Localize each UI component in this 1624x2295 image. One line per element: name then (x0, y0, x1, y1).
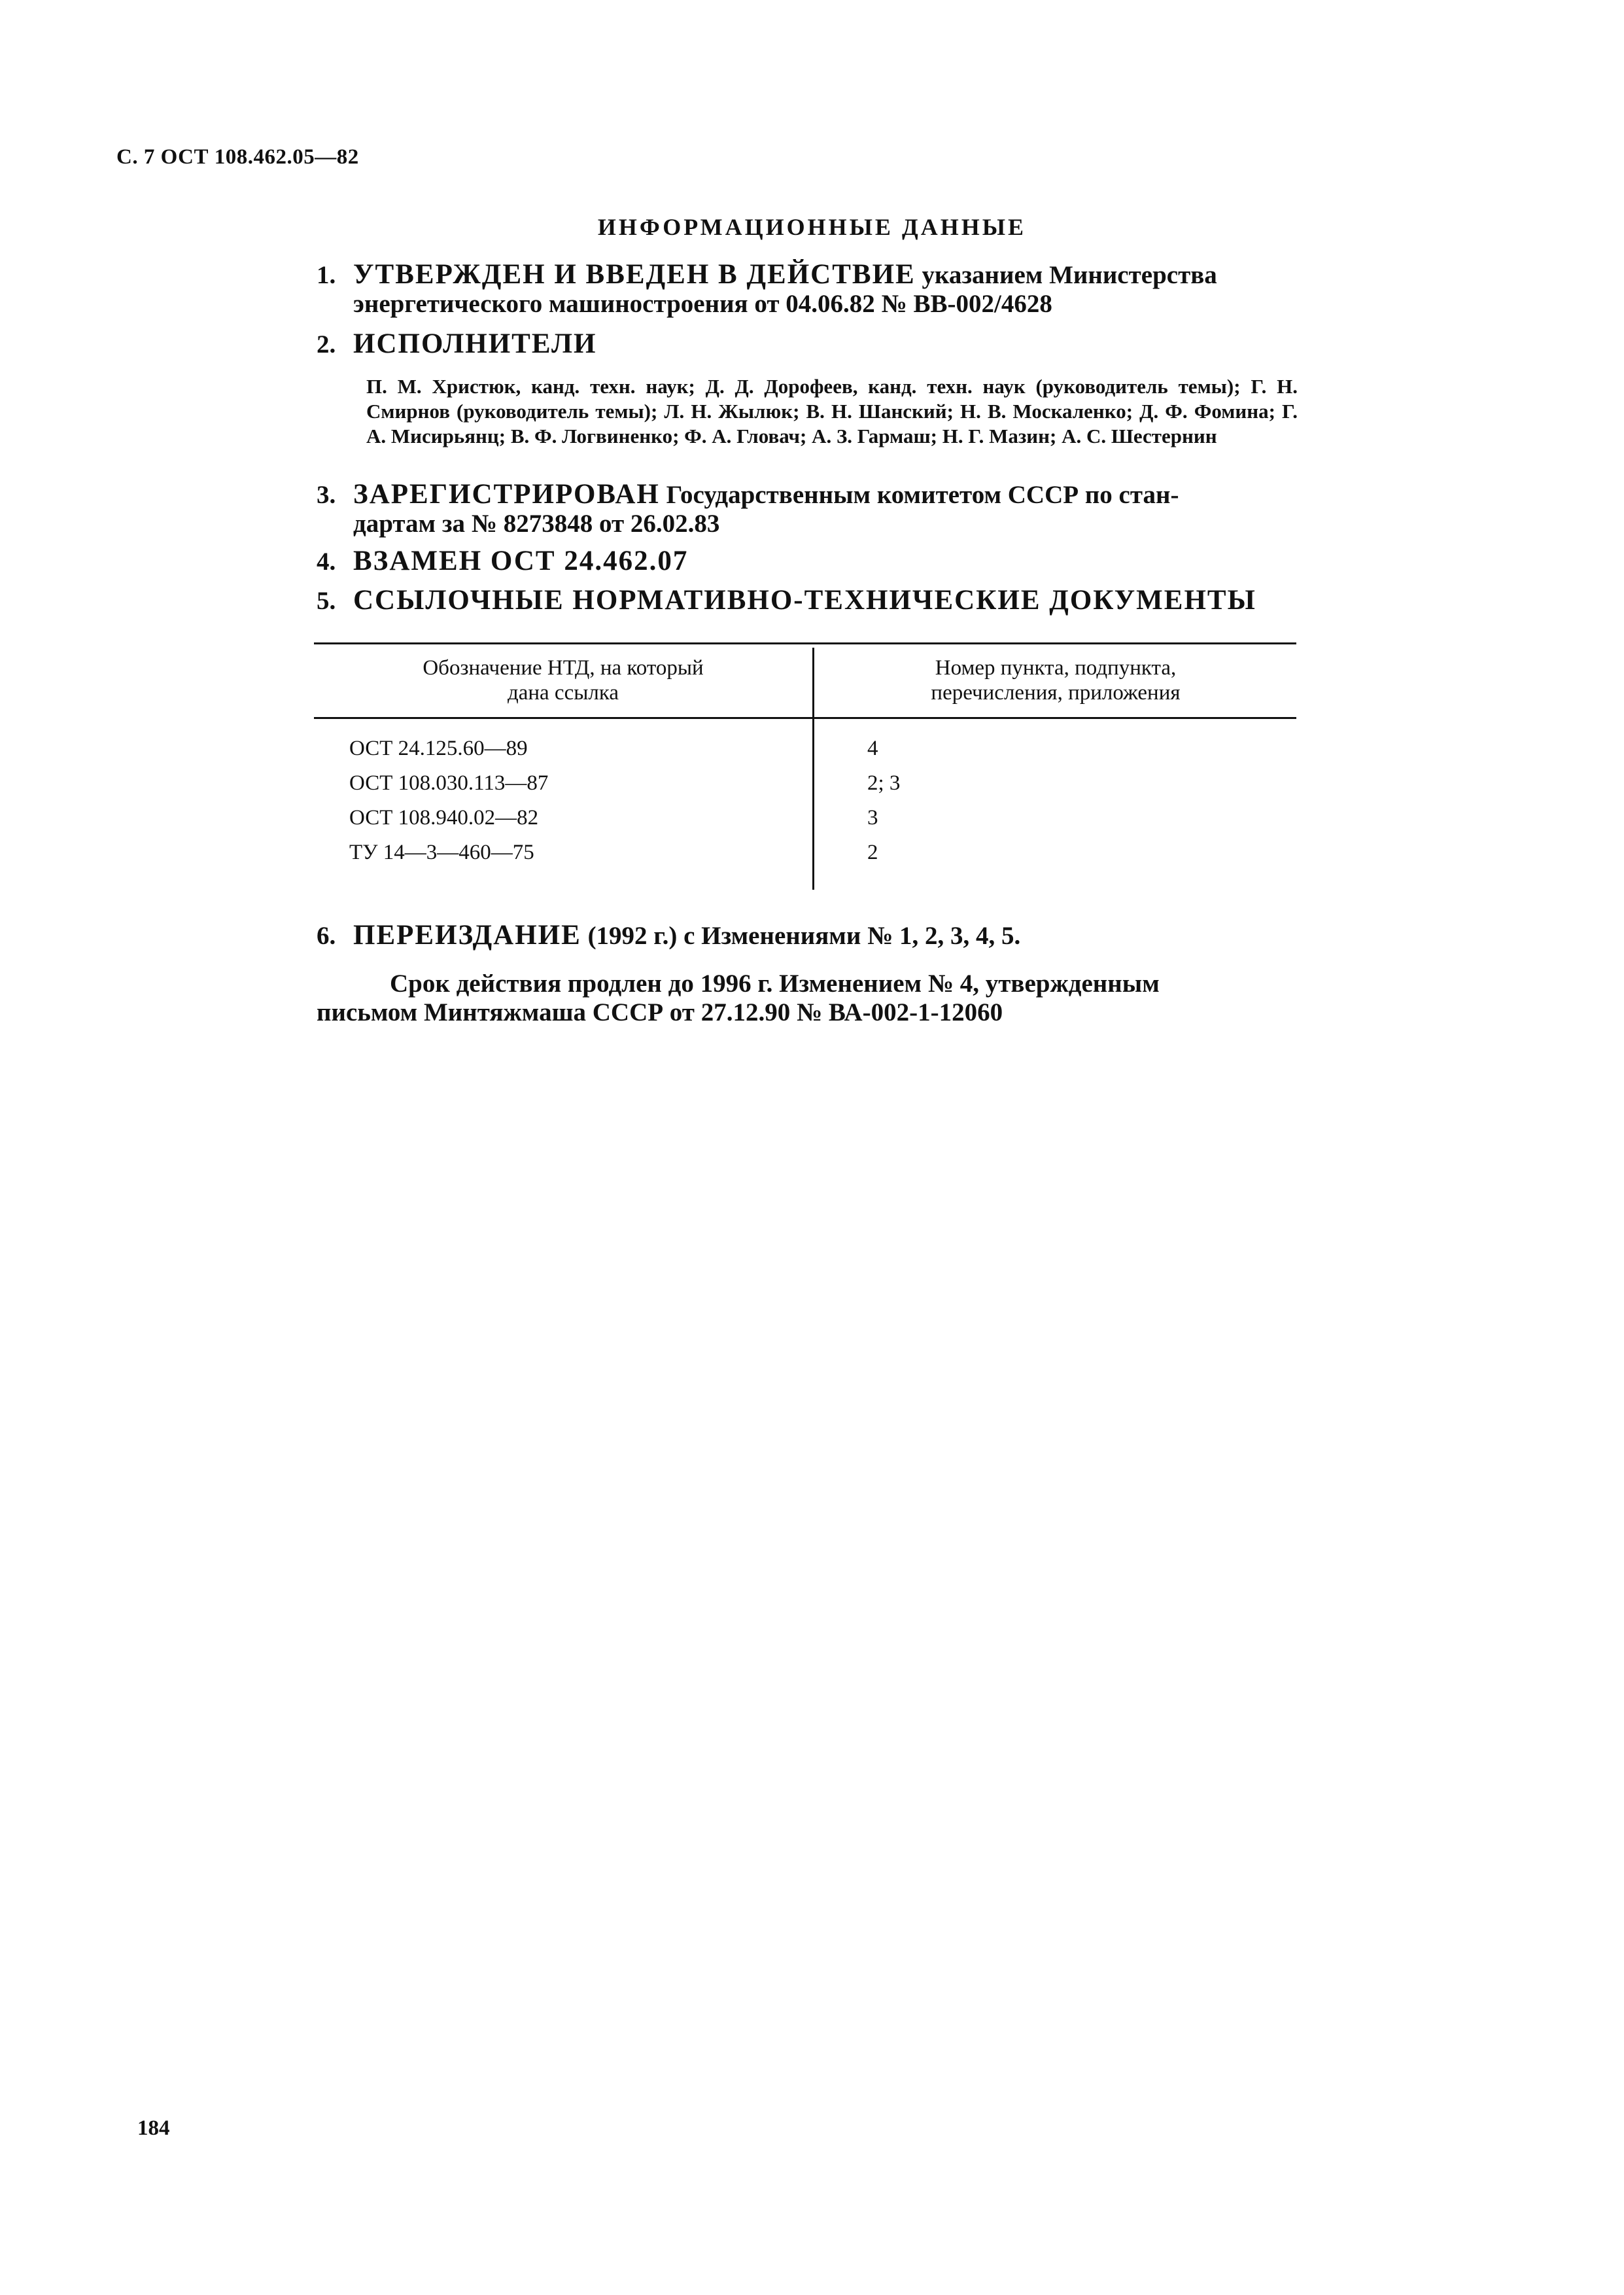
item-text-continued: энергетического машиностроения от 04.06.82 № ВВ-002/4628 (353, 290, 1052, 318)
performers-list: П. М. Христюк, канд. техн. наук; Д. Д. Дорофеев, канд. техн. наук (руководитель темы); Г. Н. Смирнов (руководитель темы); Л. Н. Жылюк; В. Н. Шанский; Н. В. Москаленко; Д. Ф. Фомина; Г. А. Мисирьянц; В. Ф. Логвиненко; Ф. А. Гловач; А. З. Гармаш; Н. Г. Мазин; А. С. Шестернин (366, 375, 1298, 447)
item-number: 2. (317, 330, 336, 359)
item-replaces (317, 547, 1298, 576)
table-row: ОСТ 24.125.60—89 (349, 737, 528, 760)
table-column-divider (812, 648, 814, 890)
item-performers (317, 330, 1298, 359)
table-header-line: дана ссылка (507, 681, 619, 705)
table-row: 2 (867, 841, 878, 864)
item-approved (317, 260, 1298, 319)
item-number: 5. (317, 587, 336, 615)
item-lead: ЗАРЕГИСТРИРОВАН (353, 479, 660, 510)
item-lead: ССЫЛОЧНЫЕ НОРМАТИВНО-ТЕХНИЧЕСКИЕ ДОКУМЕНТЫ (353, 585, 1256, 616)
item-text: (1992 г.) с Изменениями № 1, 2, 3, 4, 5. (581, 922, 1021, 950)
item-reissue (317, 921, 1298, 951)
table-header-line: перечисления, приложения (931, 681, 1181, 705)
table-top-rule (314, 642, 1296, 644)
item-lead: ИСПОЛНИТЕЛИ (353, 328, 597, 359)
table-row: 2; 3 (867, 771, 901, 795)
item-lead: ПЕРЕИЗДАНИЕ (353, 920, 581, 951)
item-lead: ВЗАМЕН ОСТ 24.462.07 (353, 546, 689, 576)
table-body-clauses (867, 731, 1260, 870)
table-row: ОСТ 108.030.113—87 (349, 771, 549, 795)
table-row: 4 (867, 737, 878, 760)
table-header-line: Обозначение НТД, на который (423, 656, 704, 680)
validity-line: письмом Минтяжмаша СССР от 27.12.90 № ВА-002-1-12060 (317, 998, 1003, 1026)
table-header-clause (815, 656, 1296, 705)
table-row: ОСТ 108.940.02—82 (349, 806, 539, 830)
item-number: 6. (317, 922, 336, 950)
item-reference-docs (317, 586, 1298, 616)
item-number: 4. (317, 548, 336, 576)
page-number: 184 (137, 2116, 170, 2140)
section-title: ИНФОРМАЦИОННЫЕ ДАННЫЕ (597, 214, 1027, 240)
document-code: С. 7 ОСТ 108.462.05—82 (116, 145, 359, 169)
table-body-designations (349, 731, 807, 870)
item-text: указанием Министерства (915, 261, 1217, 289)
table-header-designation (314, 656, 812, 705)
validity-line: Срок действия продлен до 1996 г. Изменением № 4, утвержденным (390, 970, 1160, 998)
reference-table (314, 642, 1296, 898)
item-lead: УТВЕРЖДЕН И ВВЕДЕН В ДЕЙСТВИЕ (353, 259, 916, 290)
validity-note (317, 970, 1298, 1027)
item-number: 3. (317, 481, 336, 509)
item-number: 1. (317, 261, 336, 289)
table-row: ТУ 14—3—460—75 (349, 841, 534, 864)
item-text: Государственным комитетом СССР по стан- (659, 481, 1179, 509)
table-header-line: Номер пункта, подпункта, (935, 656, 1177, 680)
item-text-continued: дартам за № 8273848 от 26.02.83 (353, 510, 720, 538)
item-registered (317, 480, 1298, 538)
table-row: 3 (867, 806, 878, 830)
table-header-rule (314, 717, 1296, 719)
